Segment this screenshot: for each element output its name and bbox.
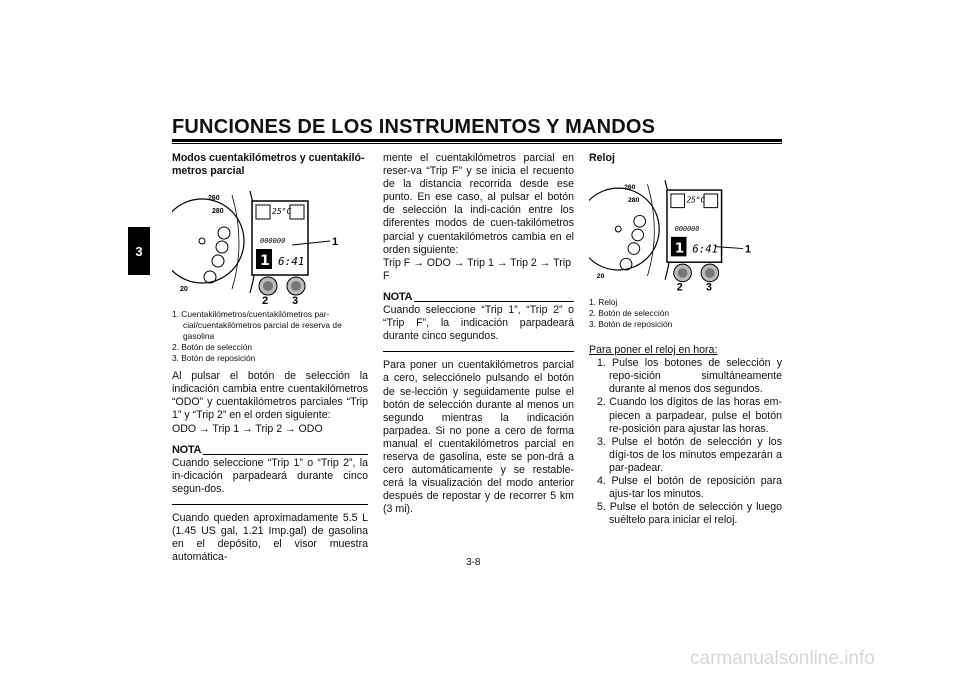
mode-sequence: ODO → Trip 1 → Trip 2 → ODO — [172, 422, 323, 435]
nota-text: Cuando seleccione “Trip 1” o “Trip 2”, la in-dicación parpadeará durante cinco segun-dos. — [172, 456, 368, 495]
caption-item: 3. Botón de reposición — [589, 319, 673, 330]
scale-20: 20 — [596, 272, 605, 280]
page-title: FUNCIONES DE LOS INSTRUMENTOS Y MANDOS — [172, 116, 656, 138]
clock-readout: 6:41 — [692, 242, 719, 256]
left-column — [172, 152, 368, 564]
callout-1: 1 — [744, 243, 751, 256]
title-rule — [172, 139, 782, 142]
body-paragraph: mente el cuentakilómetros parcial en reser-va “Trip F” y se inicia el recuento de la distancia recorrida desde ese punto. En ese caso, al pulsar el botón de selección la indi-cación entre los diferentes modos de cuen-takilómetros parcial y cuentakilómetros cambia en el orden siguiente: — [383, 152, 574, 256]
gear-digit: 1 — [674, 240, 685, 257]
callout-1: 1 — [332, 236, 339, 249]
scale-20: 20 — [180, 286, 188, 294]
subheading: Para poner el reloj en hora: — [589, 344, 718, 357]
callout-3: 3 — [705, 281, 712, 294]
scale-280: 280 — [627, 196, 640, 204]
instrument-figure — [172, 183, 370, 305]
scale-260: 260 — [208, 195, 220, 203]
body-paragraph: Para poner un cuentakilómetros parcial a cero, selecciónelo pulsando el botón de se-lección y seguidamente pulse el botón de selección durante al menos un segundo mientras la indicación parpadea. Si no pone a cero de forma manual el cuentakilómetros parcial en reserva de gasolina, este se pon-drá a cero automáticamente y se restable-cerá la visualización del modo anterior después de repostar y de recorrer 5 km (3 mi). — [383, 359, 574, 516]
page-number: 3-8 — [466, 557, 481, 568]
instrument-panel-illustration — [589, 171, 782, 293]
instrument-panel-illustration — [172, 183, 370, 305]
nota-header — [172, 444, 368, 457]
body-paragraph: Al pulsar el botón de selección la indicación cambia entre cuentakilómetros “ODO” y cuentakilómetros parciales “Trip 1” y “Trip 2” en el orden siguiente: — [172, 370, 368, 422]
body-paragraph: Cuando queden aproximadamente 5.5 L (1.45 US gal, 1.21 Imp.gal) de gasolina en el depósito, el visor muestra automática- — [172, 512, 368, 564]
list-item: 2. Cuando los dígitos de las horas em-piecen a parpadear, pulse el botón re-posición para ajustar las horas. — [597, 396, 782, 435]
caption-item: 2. Botón de selección — [589, 308, 670, 319]
clock-figure — [589, 171, 787, 293]
temp-readout: 25°C — [686, 195, 706, 205]
caption-item: 1. Cuentakilómetros/cuentakilómetros par-cial/cuentakilómetros parcial de reserva de gasolina — [172, 309, 342, 342]
scale-280: 280 — [212, 208, 224, 216]
nota-label: NOTA — [383, 290, 413, 303]
list-item: 1. Pulse los botones de selección y repo-sición simultáneamente durante al menos dos segundos. — [597, 357, 782, 396]
odo-readout: 000000 — [674, 225, 700, 234]
temp-readout: 25°C — [272, 207, 292, 217]
figure-captions — [172, 309, 368, 364]
scale-260: 260 — [624, 184, 636, 192]
nota-end-rule — [172, 504, 368, 505]
nota-header — [383, 291, 574, 304]
title-rule-thin — [172, 143, 782, 144]
list-item: 3. Pulse el botón de selección y los dígi-tos de los minutos empezarán a par-padear. — [597, 435, 782, 474]
figure-captions — [589, 297, 782, 330]
callout-2: 2 — [262, 295, 269, 306]
nota-label: NOTA — [172, 443, 202, 456]
caption-item: 1. Reloj — [589, 297, 618, 308]
list-item: 5. Pulse el botón de selección y luego suéltelo para iniciar el reloj. — [597, 501, 782, 527]
mode-sequence: Trip F → ODO → Trip 1 → Trip 2 → Trip F — [383, 256, 571, 282]
callout-3: 3 — [292, 295, 299, 306]
odo-readout: 000000 — [260, 237, 286, 246]
caption-item: 2. Botón de selección — [172, 342, 253, 353]
middle-column — [383, 152, 574, 516]
chapter-tab: 3 — [128, 227, 150, 275]
section-heading: Modos cuentakilómetros y cuentakiló-metros parcial — [172, 152, 365, 178]
clock-readout: 6:41 — [278, 255, 305, 269]
watermark: carmanualsonline.info — [690, 648, 875, 669]
nota-text: Cuando seleccione “Trip 1”, “Trip 2” o “Trip F”, la indicación parpadeará durante cinco segundos. — [383, 304, 574, 343]
section-heading: Reloj — [589, 152, 615, 164]
callout-2: 2 — [676, 281, 683, 294]
right-column — [589, 152, 782, 527]
steps-list — [589, 357, 782, 527]
caption-item: 3. Botón de reposición — [172, 353, 256, 364]
gear-digit: 1 — [260, 253, 270, 270]
list-item: 4. Pulse el botón de reposición para ajus-tar los minutos. — [597, 475, 782, 501]
nota-end-rule — [383, 351, 574, 352]
